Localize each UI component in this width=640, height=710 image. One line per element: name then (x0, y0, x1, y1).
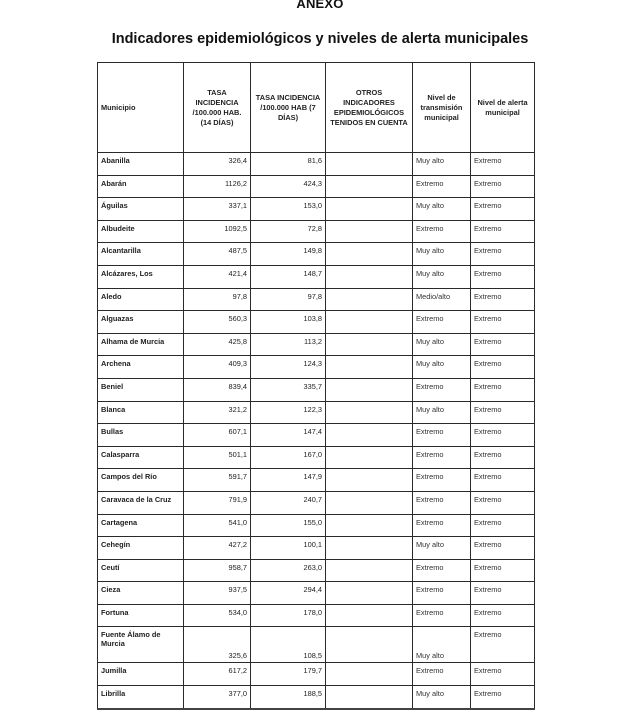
cell-municipio: Librilla (98, 686, 184, 709)
cell-tasa-7-dias: 335,7 (251, 378, 326, 401)
cell-nivel-alerta: Extremo (471, 356, 535, 379)
table-row (98, 663, 535, 686)
cell-tasa-7-dias: 263,0 (251, 559, 326, 582)
cell-municipio: Jumilla (98, 663, 184, 686)
cell-nivel-alerta: Extremo (471, 627, 535, 663)
cell-otros-indicadores (326, 491, 413, 514)
table-row (98, 153, 535, 176)
cell-municipio: Ceutí (98, 559, 184, 582)
table-row (98, 378, 535, 401)
table-row (98, 514, 535, 537)
cell-municipio: Caravaca de la Cruz (98, 491, 184, 514)
table-row (98, 446, 535, 469)
table-row (98, 311, 535, 334)
cell-municipio: Alhama de Murcia (98, 333, 184, 356)
table-body (98, 153, 535, 709)
header-nivel-transmision: Nivel de transmisión municipal (413, 63, 471, 153)
cell-nivel-transmision: Muy alto (413, 153, 471, 176)
cell-nivel-transmision: Extremo (413, 559, 471, 582)
cell-nivel-alerta: Extremo (471, 537, 535, 560)
cell-municipio: Beniel (98, 378, 184, 401)
cell-nivel-alerta: Extremo (471, 288, 535, 311)
table-row (98, 686, 535, 709)
table-row (98, 175, 535, 198)
cell-nivel-alerta: Extremo (471, 311, 535, 334)
cell-otros-indicadores (326, 356, 413, 379)
cell-tasa-7-dias: 149,8 (251, 243, 326, 266)
cell-tasa-14-dias: 337,1 (184, 198, 251, 221)
cell-otros-indicadores (326, 663, 413, 686)
cell-nivel-transmision: Extremo (413, 582, 471, 605)
cell-nivel-transmision: Muy alto (413, 686, 471, 709)
table-row (98, 424, 535, 447)
cell-tasa-14-dias: 591,7 (184, 469, 251, 492)
cell-tasa-7-dias: 179,7 (251, 663, 326, 686)
cell-otros-indicadores (326, 220, 413, 243)
cell-nivel-alerta: Extremo (471, 424, 535, 447)
cell-nivel-transmision: Extremo (413, 378, 471, 401)
table-row (98, 220, 535, 243)
cell-municipio: Águilas (98, 198, 184, 221)
cell-otros-indicadores (326, 333, 413, 356)
table-row (98, 582, 535, 605)
cell-otros-indicadores (326, 175, 413, 198)
cell-nivel-alerta: Extremo (471, 582, 535, 605)
cell-municipio: Blanca (98, 401, 184, 424)
cell-tasa-14-dias: 421,4 (184, 265, 251, 288)
table-row (98, 401, 535, 424)
cell-tasa-14-dias: 534,0 (184, 604, 251, 627)
cell-otros-indicadores (326, 424, 413, 447)
cell-nivel-alerta: Extremo (471, 401, 535, 424)
cell-otros-indicadores (326, 243, 413, 266)
cell-nivel-transmision: Extremo (413, 220, 471, 243)
cell-nivel-alerta: Extremo (471, 559, 535, 582)
cell-nivel-alerta: Extremo (471, 491, 535, 514)
table-row (98, 288, 535, 311)
table-row (98, 356, 535, 379)
cell-tasa-7-dias: 153,0 (251, 198, 326, 221)
table-row (98, 491, 535, 514)
table-row (98, 559, 535, 582)
table-row (98, 198, 535, 221)
cell-nivel-transmision: Medio/alto (413, 288, 471, 311)
table-row (98, 469, 535, 492)
cell-nivel-transmision: Extremo (413, 311, 471, 334)
cell-tasa-14-dias: 791,9 (184, 491, 251, 514)
cell-otros-indicadores (326, 153, 413, 176)
cell-tasa-14-dias: 487,5 (184, 243, 251, 266)
cell-otros-indicadores (326, 514, 413, 537)
cell-tasa-14-dias: 958,7 (184, 559, 251, 582)
table-row (98, 604, 535, 627)
table-row (98, 627, 535, 663)
cell-tasa-14-dias: 377,0 (184, 686, 251, 709)
cell-nivel-transmision: Muy alto (413, 537, 471, 560)
cell-municipio: Alguazas (98, 311, 184, 334)
cell-tasa-14-dias: 321,2 (184, 401, 251, 424)
header-nivel-alerta: Nivel de alerta municipal (471, 63, 535, 153)
cell-nivel-transmision: Extremo (413, 446, 471, 469)
cell-otros-indicadores (326, 378, 413, 401)
table-header-row (98, 63, 535, 153)
cell-tasa-7-dias: 147,4 (251, 424, 326, 447)
cell-tasa-14-dias: 617,2 (184, 663, 251, 686)
cell-tasa-14-dias: 1092,5 (184, 220, 251, 243)
cell-tasa-14-dias: 839,4 (184, 378, 251, 401)
cell-tasa-14-dias: 541,0 (184, 514, 251, 537)
cell-otros-indicadores (326, 288, 413, 311)
cell-tasa-7-dias: 294,4 (251, 582, 326, 605)
cell-tasa-7-dias: 100,1 (251, 537, 326, 560)
cell-nivel-transmision: Extremo (413, 663, 471, 686)
cell-tasa-7-dias: 108,5 (251, 627, 326, 663)
cell-tasa-14-dias: 409,3 (184, 356, 251, 379)
cell-tasa-7-dias: 240,7 (251, 491, 326, 514)
cell-municipio: Cieza (98, 582, 184, 605)
cell-tasa-7-dias: 103,8 (251, 311, 326, 334)
cell-otros-indicadores (326, 469, 413, 492)
cell-nivel-transmision: Extremo (413, 491, 471, 514)
cell-tasa-7-dias: 72,8 (251, 220, 326, 243)
cell-tasa-14-dias: 1126,2 (184, 175, 251, 198)
cell-otros-indicadores (326, 265, 413, 288)
cell-tasa-7-dias: 124,3 (251, 356, 326, 379)
cell-tasa-7-dias: 147,9 (251, 469, 326, 492)
cell-municipio: Alcantarilla (98, 243, 184, 266)
cell-municipio: Alcázares, Los (98, 265, 184, 288)
header-tasa-14-dias: TASA INCIDENCIA /100.000 HAB. (14 DÍAS) (184, 63, 251, 153)
cell-otros-indicadores (326, 401, 413, 424)
cell-nivel-alerta: Extremo (471, 265, 535, 288)
cell-tasa-14-dias: 937,5 (184, 582, 251, 605)
cell-nivel-alerta: Extremo (471, 604, 535, 627)
cell-tasa-14-dias: 326,4 (184, 153, 251, 176)
cell-nivel-alerta: Extremo (471, 175, 535, 198)
cell-municipio: Aledo (98, 288, 184, 311)
cell-otros-indicadores (326, 198, 413, 221)
table-row (98, 243, 535, 266)
cell-nivel-transmision: Extremo (413, 604, 471, 627)
cell-nivel-transmision: Extremo (413, 175, 471, 198)
cell-tasa-14-dias: 325,6 (184, 627, 251, 663)
cell-tasa-14-dias: 501,1 (184, 446, 251, 469)
cell-municipio: Abanilla (98, 153, 184, 176)
cell-tasa-14-dias: 427,2 (184, 537, 251, 560)
cell-nivel-alerta: Extremo (471, 153, 535, 176)
cell-nivel-transmision: Muy alto (413, 198, 471, 221)
cell-nivel-alerta: Extremo (471, 220, 535, 243)
cell-municipio: Cartagena (98, 514, 184, 537)
cell-nivel-transmision: Muy alto (413, 243, 471, 266)
cell-otros-indicadores (326, 627, 413, 663)
table-row (98, 333, 535, 356)
cell-tasa-7-dias: 155,0 (251, 514, 326, 537)
document-title: Indicadores epidemiológicos y niveles de alerta municipales (111, 31, 529, 47)
cell-tasa-14-dias: 607,1 (184, 424, 251, 447)
cell-municipio: Bullas (98, 424, 184, 447)
cell-nivel-transmision: Extremo (413, 424, 471, 447)
cell-tasa-7-dias: 113,2 (251, 333, 326, 356)
cell-tasa-7-dias: 148,7 (251, 265, 326, 288)
cell-tasa-14-dias: 425,8 (184, 333, 251, 356)
cell-otros-indicadores (326, 559, 413, 582)
cell-nivel-transmision: Extremo (413, 469, 471, 492)
cell-nivel-transmision: Extremo (413, 514, 471, 537)
cell-tasa-7-dias: 122,3 (251, 401, 326, 424)
cell-nivel-alerta: Extremo (471, 514, 535, 537)
cell-nivel-alerta: Extremo (471, 333, 535, 356)
cell-otros-indicadores (326, 582, 413, 605)
cell-municipio: Fortuna (98, 604, 184, 627)
annex-heading: ANEXO (296, 0, 344, 11)
cell-municipio: Archena (98, 356, 184, 379)
table-row (98, 537, 535, 560)
cell-municipio: Albudeite (98, 220, 184, 243)
cell-municipio: Campos del Río (98, 469, 184, 492)
cell-tasa-14-dias: 97,8 (184, 288, 251, 311)
cell-municipio: Calasparra (98, 446, 184, 469)
cell-municipio: Fuente Álamo de Murcia (98, 627, 184, 663)
cell-nivel-transmision: Muy alto (413, 333, 471, 356)
cell-nivel-alerta: Extremo (471, 663, 535, 686)
cell-tasa-7-dias: 178,0 (251, 604, 326, 627)
cell-tasa-7-dias: 167,0 (251, 446, 326, 469)
cell-nivel-transmision: Muy alto (413, 627, 471, 663)
cell-nivel-alerta: Extremo (471, 198, 535, 221)
cell-nivel-alerta: Extremo (471, 446, 535, 469)
cell-tasa-14-dias: 560,3 (184, 311, 251, 334)
cell-nivel-alerta: Extremo (471, 469, 535, 492)
cell-nivel-transmision: Muy alto (413, 401, 471, 424)
header-municipio: Municipio (98, 63, 184, 153)
cell-nivel-alerta: Extremo (471, 378, 535, 401)
cell-otros-indicadores (326, 311, 413, 334)
header-tasa-7-dias: TASA INCIDENCIA /100.000 HAB (7 DÍAS) (251, 63, 326, 153)
cell-nivel-alerta: Extremo (471, 686, 535, 709)
cell-tasa-7-dias: 188,5 (251, 686, 326, 709)
cell-tasa-7-dias: 81,6 (251, 153, 326, 176)
cell-otros-indicadores (326, 686, 413, 709)
cell-municipio: Abarán (98, 175, 184, 198)
cell-municipio: Cehegín (98, 537, 184, 560)
municipal-indicators-table (97, 62, 535, 710)
cell-nivel-alerta: Extremo (471, 243, 535, 266)
header-otros-indicadores: OTROS INDICADORES EPIDEMIOLÓGICOS TENIDOS EN CUENTA (326, 63, 413, 153)
table-row (98, 265, 535, 288)
cell-tasa-7-dias: 424,3 (251, 175, 326, 198)
cell-nivel-transmision: Muy alto (413, 356, 471, 379)
cell-otros-indicadores (326, 446, 413, 469)
cell-otros-indicadores (326, 537, 413, 560)
cell-otros-indicadores (326, 604, 413, 627)
cell-tasa-7-dias: 97,8 (251, 288, 326, 311)
cell-nivel-transmision: Muy alto (413, 265, 471, 288)
